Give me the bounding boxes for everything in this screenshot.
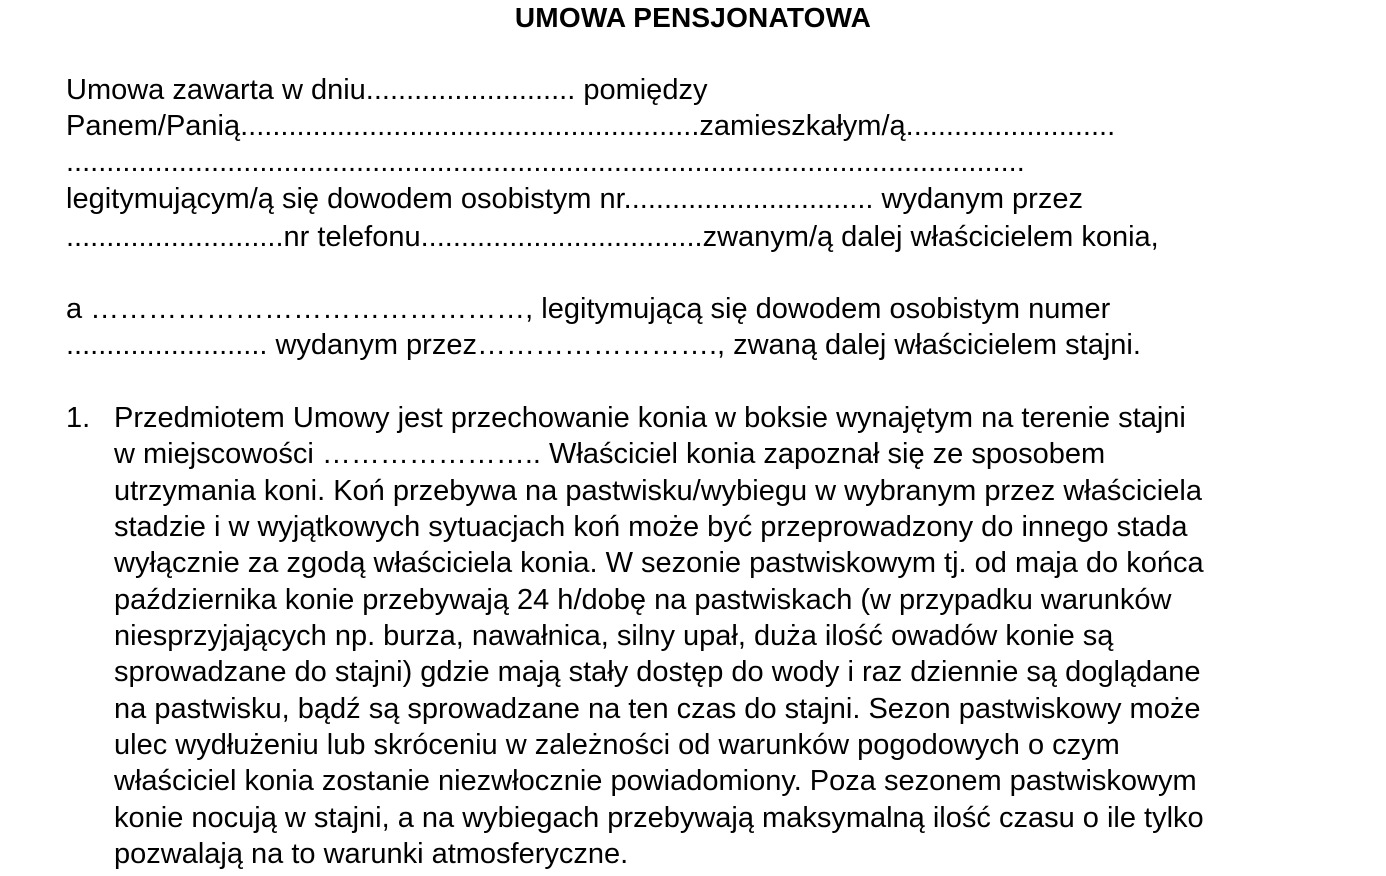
document-title: UMOWA PENSJONATOWA [514,2,872,33]
party-two-line: a ………………………………………, legitymującą się dowodem osobistym numer [66,293,1111,325]
preamble-line: Panem/Panią.........................................................zamieszkałym/ą.......................... [66,110,1116,142]
preamble-line: legitymującym/ą się dowodem osobistym nr............................... wydanym przez [66,183,1083,215]
clause-line: właściciel konia zostanie niezwłocznie powiadomiony. Poza sezonem pastwiskowym [114,765,1197,797]
clause-line: konie nocują w stajni, a na wybiegach przebywają maksymalną ilość czasu o ile tylko [114,802,1204,834]
clause-line: Przedmiotem Umowy jest przechowanie konia w boksie wynajętym na terenie stajni [114,402,1186,434]
clause-line: na pastwisku, bądź są sprowadzane na ten czas do stajni. Sezon pastwiskowy może [114,693,1201,725]
preamble-line: ...........................nr telefonu...................................zwanym/ą dalej właścicielem konia, [66,221,1159,253]
clause-line: ulec wydłużeniu lub skróceniu w zależności od warunków pogodowych o czym [114,729,1120,761]
clause-line: stadzie i w wyjątkowych sytuacjach koń może być przeprowadzony do innego stada [114,511,1188,543]
clause-line: utrzymania koni. Koń przebywa na pastwisku/wybiegu w wybranym przez właściciela [114,475,1202,507]
clause-number: 1. [66,402,91,434]
preamble-line: Umowa zawarta w dniu.......................... pomiędzy [66,74,708,106]
preamble-line: ....................................................................................................................... [66,146,1025,178]
clause-line: niesprzyjających np. burza, nawałnica, silny upał, duża ilość owadów konie są [114,620,1114,652]
clause-line: października konie przebywają 24 h/dobę na pastwiskach (w przypadku warunków [114,584,1172,616]
clause-line: wyłącznie za zgodą właściciela konia. W sezonie pastwiskowym tj. od maja do końca [114,547,1204,579]
clause-line: sprowadzane do stajni) gdzie mają stały dostęp do wody i raz dziennie są doglądane [114,656,1201,688]
party-two-line: ......................... wydanym przez……………………., zwaną dalej właścicielem stajni. [66,329,1141,361]
clause-line: w miejscowości ………………….. Właściciel konia zapoznał się ze sposobem [114,438,1106,470]
clause-line: pozwalają na to warunki atmosferyczne. [114,838,629,870]
